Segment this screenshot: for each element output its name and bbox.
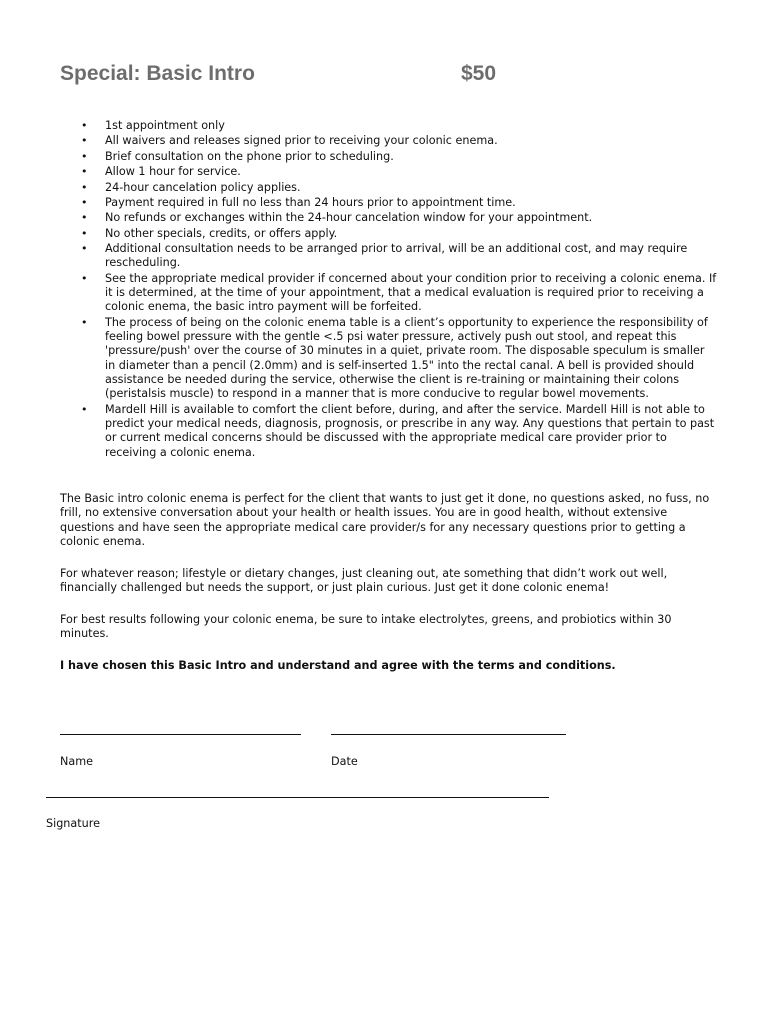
list-item: • 1st appointment only xyxy=(81,119,225,132)
offer-title: Special: Basic Intro xyxy=(60,62,255,85)
list-item: • Brief consultation on the phone prior to scheduling. xyxy=(81,149,394,163)
list-item: • The process of being on the colonic enema table is a client’s opportunity to experience the responsibility of feeling bowel pressure with the gentle <.5 psi water pressure, actively push out stool, and repeat this 'pressure/push' over the course of 30 minutes in a quiet, private room. The disposable speculum is smaller in diameter than a pencil (2.0mm) and is self-inserted 1.5" into the rectal canal. A bell is provided should assistance be needed during the service, otherwise the client is re-training or maintaining their colons (peristalsis muscle) to respond in a manner that is more conducive to regular bowel movements. xyxy=(81,315,708,401)
list-item: • See the appropriate medical provider if concerned about your condition prior to receiving a colonic enema. If it is determined, at the time of your appointment, that a medical evaluation is required prior to receiving a colonic enema, the basic intro payment will be forfeited. xyxy=(81,271,717,314)
agreement-statement: I have chosen this Basic Intro and understand and agree with the terms and conditions. xyxy=(60,659,616,672)
bullet-icon: • xyxy=(81,180,88,194)
page-title xyxy=(60,62,520,86)
bullet-icon: • xyxy=(81,149,88,163)
bullet-icon: • xyxy=(81,165,88,179)
bullet-icon: • xyxy=(81,211,88,225)
bullet-icon: • xyxy=(81,119,88,132)
signature-line[interactable] xyxy=(46,797,549,798)
reasons-paragraph: For whatever reason; lifestyle or dietary changes, just cleaning out, ate something that didn’t work out well, financially challenged but needs the support, or just plain curious. Just get it done colonic enema! xyxy=(60,567,668,595)
bullet-icon: • xyxy=(81,271,88,285)
date-label: Date xyxy=(331,755,358,768)
terms-list xyxy=(78,119,718,461)
list-item: • Allow 1 hour for service. xyxy=(81,165,241,179)
name-signature-line[interactable] xyxy=(60,734,301,735)
bullet-icon: • xyxy=(81,195,88,209)
name-label: Name xyxy=(60,755,94,768)
offer-price: $50 xyxy=(461,62,497,85)
bullet-icon: • xyxy=(81,226,88,240)
bullet-icon: • xyxy=(81,134,88,148)
list-item: • All waivers and releases signed prior to receiving your colonic enema. xyxy=(81,134,498,148)
description-paragraph: The Basic intro colonic enema is perfect for the client that wants to just get it done, no questions asked, no fuss, no frill, no extensive conversation about your health or health issues. You are in good health, without extensive questions and have seen the appropriate medical care provider/s for any necessary questions prior to getting a colonic enema. xyxy=(60,492,710,548)
bullet-icon: • xyxy=(81,242,88,256)
list-item: • No refunds or exchanges within the 24-hour cancelation window for your appointment. xyxy=(81,211,593,225)
list-item: • Mardell Hill is available to comfort the client before, during, and after the service. Mardell Hill is not able to predict your medical needs, diagnosis, prognosis, or prescribe in any way. Any questions that pertain to past or current medical concerns should be discussed with the appropriate medical care provider prior to receiving a colonic enema. xyxy=(81,402,715,459)
list-item: • Additional consultation needs to be arranged prior to arrival, will be an additional cost, and may require rescheduling. xyxy=(81,242,688,270)
list-item: • Payment required in full no less than 24 hours prior to appointment time. xyxy=(81,195,516,209)
list-item: • No other specials, credits, or offers apply. xyxy=(81,226,338,240)
signature-label: Signature xyxy=(46,817,100,830)
aftercare-paragraph: For best results following your colonic enema, be sure to intake electrolytes, greens, and probiotics within 30 minutes. xyxy=(60,613,672,641)
date-signature-line[interactable] xyxy=(331,734,566,735)
list-item: • 24-hour cancelation policy applies. xyxy=(81,180,301,194)
bullet-icon: • xyxy=(81,315,88,329)
bullet-icon: • xyxy=(81,402,88,416)
